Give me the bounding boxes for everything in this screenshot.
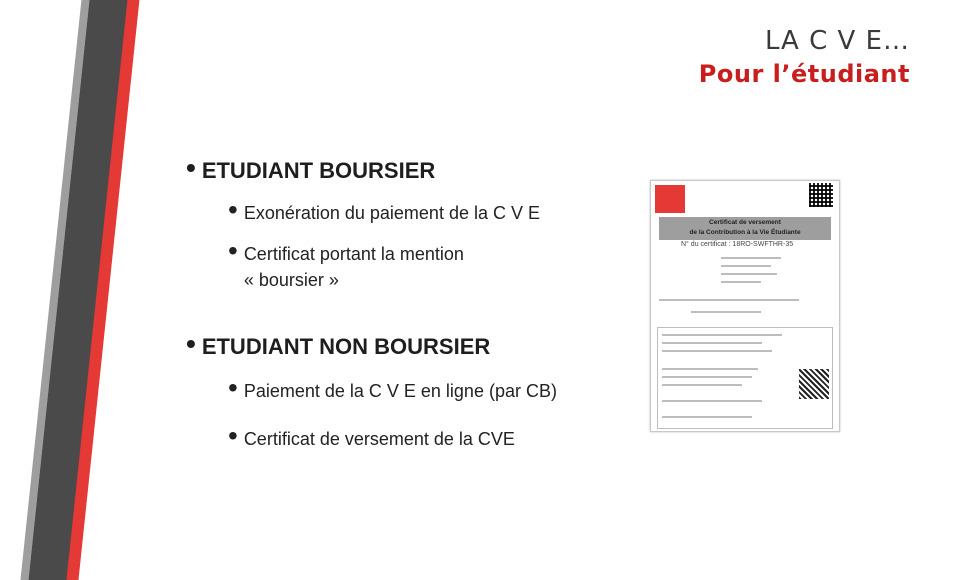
certificate-logo: [655, 185, 685, 213]
bullet-label: Paiement de la C V E en ligne (par CB): [243, 381, 557, 401]
certificate-text-line: [662, 350, 772, 352]
slide-subtitle: Pour l’étudiant: [698, 60, 910, 88]
certificate-text-line: [662, 376, 752, 378]
certificate-number: N° du certificat : 18RO-SWFTHR-35: [681, 241, 794, 248]
bullet-label: Certificat portant la mention « boursier »: [243, 244, 464, 290]
certificate-text-line: [659, 299, 799, 301]
slide-title: LA C V E…: [764, 26, 910, 56]
sub-bullet-certificat-versement: [228, 420, 515, 452]
bullet-label: ETUDIANT NON BOURSIER: [201, 334, 491, 359]
certificate-text-line: [662, 334, 782, 336]
bullet-dot: •: [186, 328, 196, 359]
certificate-text-line: [662, 400, 762, 402]
certificate-text-line: [721, 273, 777, 275]
bullet-dot: •: [228, 420, 238, 451]
certificate-text-line: [662, 416, 752, 418]
bullet-etudiant-non-boursier: [186, 328, 491, 360]
certificate-image: [650, 180, 840, 432]
bullet-dot: •: [186, 152, 196, 183]
qr-code-icon: [799, 369, 829, 399]
sub-bullet-exoneration: [228, 194, 540, 226]
certificate-text-line: [662, 384, 742, 386]
certificate-text-line: [721, 257, 781, 259]
sub-bullet-paiement: [228, 372, 557, 404]
sub-bullet-certificat-boursier: [228, 235, 464, 293]
bullet-etudiant-boursier: [186, 152, 436, 184]
bullet-label: Certificat de versement de la CVE: [243, 429, 515, 449]
certificate-text-line: [721, 281, 761, 283]
certificate-text-line: [662, 342, 762, 344]
bullet-dot: •: [228, 235, 238, 266]
certificate-header: Certificat de versement de la Contribution à la Vie Étudiante: [659, 217, 831, 240]
bullet-dot: •: [228, 194, 238, 225]
bullet-label: Exonération du paiement de la C V E: [243, 203, 540, 223]
qr-code-icon: [809, 183, 833, 207]
certificate-text-line: [721, 265, 771, 267]
certificate-text-line: [691, 311, 761, 313]
bullet-dot: •: [228, 372, 238, 403]
bullet-label: ETUDIANT BOURSIER: [201, 158, 436, 183]
certificate-text-line: [662, 368, 758, 370]
